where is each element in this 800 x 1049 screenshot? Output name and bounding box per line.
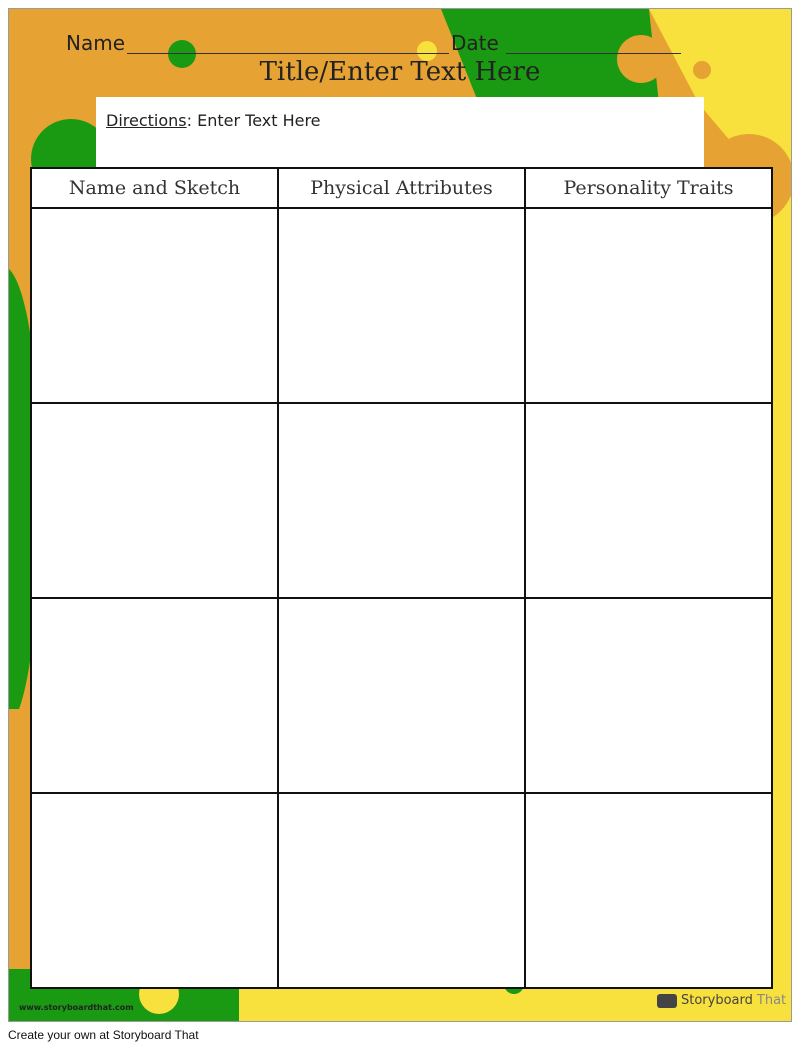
table-row (31, 403, 772, 598)
character-table (30, 167, 773, 989)
footer-caption[interactable]: Create your own at Storyboard That (8, 1028, 199, 1042)
table-cell[interactable] (525, 598, 772, 793)
table-cell[interactable] (31, 793, 278, 988)
storyboard-that-logo-icon (657, 994, 677, 1008)
date-line[interactable] (506, 53, 681, 54)
table-cell[interactable] (278, 403, 525, 598)
table-cell[interactable] (525, 208, 772, 403)
table-cell[interactable] (278, 598, 525, 793)
date-label: Date (451, 31, 499, 55)
table-cell[interactable] (31, 598, 278, 793)
name-line[interactable] (127, 53, 449, 54)
worksheet-page (8, 8, 792, 1022)
directions-text (106, 111, 321, 130)
logo-secondary-text: That (756, 993, 787, 1008)
table-cell[interactable] (31, 208, 278, 403)
directions-box[interactable] (96, 97, 704, 169)
table-cell[interactable] (278, 208, 525, 403)
name-label: Name (66, 31, 126, 55)
column-header-physical-attributes: Physical Attributes (278, 168, 525, 208)
table-row (31, 793, 772, 988)
footer-url[interactable]: www.storyboardthat.com (19, 1003, 134, 1012)
storyboard-that-logo[interactable] (657, 993, 786, 1008)
table-row (31, 208, 772, 403)
column-header-personality-traits: Personality Traits (525, 168, 772, 208)
table-cell[interactable] (525, 403, 772, 598)
directions-label: Directions (106, 111, 187, 130)
table-cell[interactable] (525, 793, 772, 988)
logo-primary-text: Storyboard (681, 993, 753, 1008)
column-header-name-and-sketch: Name and Sketch (31, 168, 278, 208)
worksheet-title[interactable]: Title/Enter Text Here (259, 57, 541, 87)
table-cell[interactable] (278, 793, 525, 988)
table-header-row (31, 168, 772, 208)
directions-body: : Enter Text Here (186, 111, 321, 130)
table-row (31, 598, 772, 793)
table-cell[interactable] (31, 403, 278, 598)
